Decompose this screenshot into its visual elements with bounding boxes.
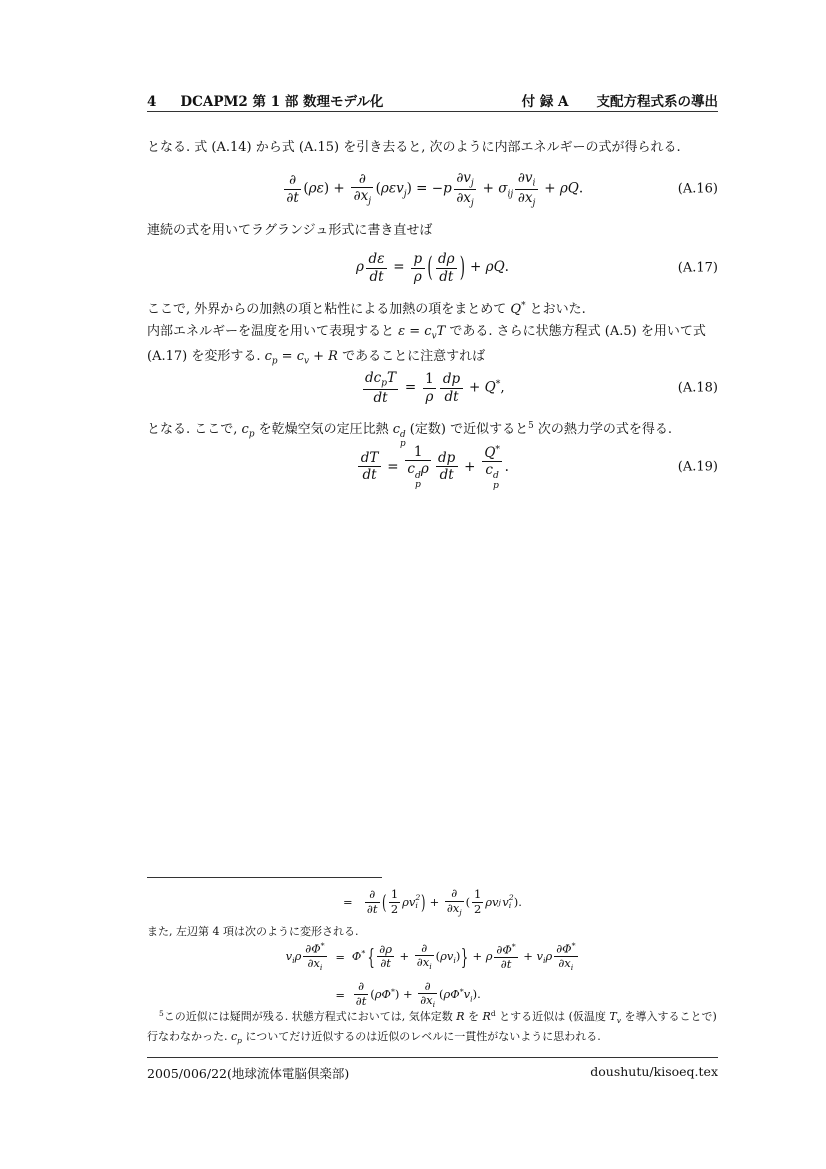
math-token: dT (360, 450, 379, 467)
fraction-denominator (377, 956, 394, 971)
math-token: を導入することで) 行なわなかった. (147, 1010, 721, 1044)
math-token: . (578, 180, 584, 197)
superscript: 2 (508, 892, 514, 902)
math-token: ( (465, 895, 471, 909)
math-token: i (453, 955, 456, 965)
fraction-denominator (303, 956, 326, 973)
fraction-numerator (354, 980, 369, 994)
math-token: ) = − (406, 180, 444, 197)
math-token: ( (427, 252, 433, 284)
math-token: i (432, 1000, 436, 1010)
math-token: + (519, 948, 537, 963)
math-token: dt (439, 467, 454, 484)
math-token (377, 943, 394, 972)
page-number: 4 (147, 94, 157, 110)
fraction-numerator (482, 444, 503, 461)
math-token (454, 170, 476, 208)
math-token: ∂ (421, 940, 428, 955)
math-token: + (426, 895, 443, 909)
math-token: R (456, 1010, 465, 1024)
math-token (284, 172, 301, 205)
math-token: c (407, 461, 415, 478)
math-token (494, 942, 517, 972)
math-token: ∂t (380, 956, 391, 971)
math-token: ρεv (380, 180, 404, 197)
fraction-denominator (366, 268, 387, 285)
math-token: * (495, 443, 500, 455)
math-token: ∂Φ (556, 941, 572, 956)
math-token: Φ (351, 948, 362, 963)
fraction-denominator (440, 388, 462, 405)
math-token: (A.17) を変形する. (147, 349, 265, 364)
math-token: 5 (528, 421, 534, 431)
math-token: ∂t (500, 956, 512, 971)
math-token: T (436, 324, 446, 339)
math-token: dt (439, 268, 454, 285)
math-token: ) (455, 948, 461, 963)
math-token: ∂ (451, 885, 458, 900)
math-token: * (571, 941, 576, 950)
math-token: ρ (413, 268, 422, 285)
header-left-title: DCAPM2 第 1 部 数理モデル化 (180, 94, 384, 110)
equation-a17-body (356, 251, 509, 284)
header-right (522, 90, 718, 110)
footnote-aligned-equations (147, 941, 718, 1010)
fraction-denominator (445, 901, 464, 918)
math-token: 2 (390, 901, 399, 916)
fraction-denominator (284, 189, 301, 206)
math-token: j (498, 897, 501, 907)
page-footer (147, 1064, 718, 1082)
math-token: j (470, 197, 474, 209)
math-token: ∂x (446, 900, 460, 915)
equation-a16-body (282, 170, 583, 208)
header-right-title: 支配方程式系の導出 (596, 94, 718, 110)
math-token: ∂ (424, 978, 431, 993)
math-token: i (470, 993, 473, 1003)
math-token (303, 941, 326, 973)
fraction-numerator (418, 980, 437, 994)
math-token: i (292, 955, 295, 965)
fn-align-rel-2: = (335, 987, 345, 1002)
math-token: ρQ (485, 259, 505, 276)
math-token: c (241, 421, 249, 437)
math-token: * (390, 986, 395, 996)
math-token: を (464, 1010, 483, 1024)
fraction-numerator (494, 942, 517, 957)
fraction-denominator (415, 955, 434, 972)
fraction-denominator (365, 902, 380, 917)
footer-rule (147, 1057, 718, 1058)
fraction-denominator (436, 268, 457, 285)
math-token: * (511, 941, 516, 951)
math-token: = (389, 259, 409, 276)
math-token: ρ (485, 948, 493, 963)
equation-a17 (147, 243, 718, 293)
math-token: * (495, 378, 501, 390)
header-left (147, 90, 383, 110)
fraction-numerator (436, 450, 458, 466)
superscript: d (414, 469, 421, 481)
math-token: = (382, 458, 403, 475)
math-token: c (264, 349, 272, 364)
math-token (363, 370, 399, 406)
math-token: Q (484, 379, 496, 396)
fraction-denominator (351, 187, 373, 207)
math-token: この近似には疑問が残る. 状態方程式においては, 気体定数 (163, 1010, 457, 1024)
math-token: p (413, 251, 423, 268)
math-token: d (490, 1009, 496, 1018)
math-token: ∂ (369, 886, 376, 901)
appendix-label: 付 録 A (521, 94, 569, 110)
superscript: d (492, 470, 499, 482)
paragraph-4 (147, 322, 718, 347)
math-token: ∂x (420, 993, 433, 1008)
math-token: ∂t (366, 901, 378, 916)
math-token: ∂Φ (496, 942, 512, 957)
subscript: i (415, 901, 418, 910)
fraction-denominator (515, 189, 537, 209)
math-token (415, 942, 434, 972)
math-token: ∂t (286, 189, 299, 206)
math-token: , (500, 379, 505, 396)
math-token: + (309, 349, 329, 364)
math-token: ε (398, 324, 406, 339)
math-token: ρ (420, 461, 429, 478)
math-token (436, 251, 457, 284)
math-token (423, 371, 436, 404)
fraction-numerator (358, 450, 381, 466)
fraction-numerator (445, 887, 464, 901)
subscript: p (492, 479, 499, 491)
math-token: j (532, 197, 536, 209)
math-token: とする近似は (仮温度 (495, 1010, 610, 1024)
math-token: ) + (394, 986, 417, 1001)
fraction-numerator (454, 170, 476, 189)
fraction-denominator (554, 956, 577, 973)
math-token: Q (484, 444, 496, 461)
math-token: 1 (425, 371, 434, 388)
math-token: + (468, 948, 486, 963)
fraction-numerator (423, 371, 436, 387)
fraction-numerator (389, 888, 400, 902)
math-token: + (464, 379, 485, 396)
math-token: dt (362, 467, 377, 484)
subscript: p (400, 439, 406, 450)
math-token: ρ (294, 948, 302, 963)
math-token: ( (370, 986, 375, 1001)
math-token: v (304, 356, 309, 367)
equation-a18 (147, 365, 718, 411)
paragraph-3 (147, 297, 718, 319)
math-token: = (277, 349, 297, 364)
math-token: ρv (440, 948, 454, 963)
math-token: 1 (390, 886, 399, 901)
fraction-denominator (411, 268, 425, 285)
math-token: ∂x (517, 189, 533, 206)
math-token: dt (444, 388, 459, 405)
math-token: ) + (323, 180, 350, 197)
math-token: ( (303, 180, 309, 197)
math-token: * (320, 941, 325, 950)
math-token: ij (507, 188, 514, 200)
equation-number-a16: (A.16) (677, 181, 718, 197)
fraction-denominator (482, 461, 503, 490)
fraction-denominator (358, 466, 381, 483)
fraction-numerator (303, 941, 326, 956)
math-token: 5 (159, 1009, 164, 1018)
equation-a16 (147, 165, 718, 213)
fraction-denominator (454, 189, 476, 209)
math-token: i (543, 955, 546, 965)
math-token: v (431, 331, 437, 342)
math-token: ρΦ (443, 986, 460, 1001)
fraction-denominator (363, 389, 399, 406)
math-token: (定数) で近似すると (405, 421, 529, 437)
math-token: 2 (474, 901, 482, 916)
math-token: p (271, 356, 278, 367)
math-token: p (237, 1036, 242, 1046)
paragraph-2 (147, 221, 718, 240)
math-token: * (521, 301, 526, 311)
fraction-numerator (411, 251, 425, 267)
math-token: ). (513, 895, 522, 909)
math-token: dp (437, 450, 456, 467)
math-token: σ (498, 180, 508, 197)
subscript: i (508, 901, 512, 910)
math-token: p (443, 180, 452, 197)
fraction-numerator (436, 251, 457, 267)
fraction-numerator (515, 170, 537, 189)
math-token: ここで, 外界からの加熱の項と粘性による加熱の項をまとめて (147, 301, 511, 317)
math-token: j (403, 188, 407, 200)
math-token: ∂ρ (379, 941, 393, 956)
math-token: ∂t (355, 994, 367, 1009)
math-token: であることに注意すれば (337, 349, 486, 364)
fraction-denominator (405, 460, 431, 489)
fraction-denominator (494, 957, 517, 972)
math-token: + (459, 458, 480, 475)
equation-a19-body (356, 444, 509, 491)
math-token: ∂x (456, 189, 471, 206)
math-token: とおいた. (525, 301, 586, 317)
math-token: * (459, 986, 464, 996)
math-token (436, 450, 458, 483)
math-token (493, 471, 499, 490)
footnote-5 (147, 1006, 721, 1049)
math-token: ∂x (558, 956, 571, 971)
fraction-numerator (284, 172, 301, 188)
math-token: T (387, 370, 397, 387)
math-token: v (463, 986, 471, 1001)
fn-align-lhs (286, 941, 329, 973)
math-token: ) (459, 252, 466, 284)
math-token (472, 888, 483, 917)
math-token: ∂v (517, 169, 533, 186)
math-token: j (459, 907, 462, 917)
math-token: = (405, 324, 425, 339)
fraction-denominator (423, 388, 436, 405)
fraction-denominator (389, 902, 400, 917)
math-token: + (478, 180, 499, 197)
fraction-numerator (405, 444, 431, 460)
math-token: v (536, 948, 544, 963)
footnote-rule (147, 877, 382, 878)
math-token: v (285, 948, 293, 963)
fraction-numerator (472, 888, 483, 902)
math-token: また, 左辺第 4 項は次のように変形される. (147, 925, 359, 938)
math-token: v (616, 1016, 621, 1026)
math-token: j (470, 177, 474, 189)
equation-number-a17: (A.17) (677, 260, 718, 276)
math-token: ρQ (559, 180, 579, 197)
math-token (366, 251, 387, 284)
math-token: ( (439, 986, 444, 1001)
math-token: 次の熱力学の式を得る. (533, 421, 672, 437)
fn-align-rel-1: = (335, 949, 345, 964)
math-token: i (429, 962, 432, 972)
math-token: c (424, 324, 432, 339)
math-token: ρv (485, 895, 499, 909)
math-token: ρ (545, 948, 553, 963)
math-token: . (504, 259, 509, 276)
math-token (445, 887, 464, 917)
math-token: ∂Φ (305, 941, 321, 956)
math-token: ( (381, 890, 387, 914)
header-rule (147, 111, 718, 112)
paragraph-1 (147, 138, 718, 157)
math-token: ) (420, 890, 426, 914)
subscript: p (414, 479, 421, 491)
math-token: ∂ (358, 979, 365, 994)
fraction-numerator (366, 251, 387, 267)
math-token: i (319, 963, 323, 973)
fraction-numerator (554, 941, 577, 956)
math-token: T (609, 1010, 617, 1024)
math-token: { (367, 943, 375, 971)
math-token: dc (364, 370, 382, 387)
math-token: となる. 式 (A.14) から式 (A.15) を引き去ると, 次のように内部エネルギーの式が得られる. (147, 140, 681, 155)
math-token: + (539, 180, 560, 197)
footnote-text (147, 924, 718, 940)
math-token: ρ (425, 388, 434, 405)
math-token: 連続の式を用いてラグランジュ形式に書き直せば (147, 223, 433, 238)
math-token (440, 371, 462, 404)
math-token: 内部エネルギーを温度を用いて表現すると (147, 324, 399, 339)
math-token: ∂x (353, 188, 369, 205)
math-token: ρε (308, 180, 324, 197)
math-token: ρΦ (374, 986, 391, 1001)
math-token: ∂ (358, 171, 366, 188)
math-token (482, 444, 503, 491)
fraction-numerator (377, 943, 394, 957)
fraction-numerator (365, 888, 380, 902)
math-token: である. さらに状態方程式 (A.5) を用いて式 (445, 324, 706, 339)
fraction-denominator (472, 902, 483, 917)
math-token: dt (373, 389, 388, 406)
math-token: + (395, 948, 413, 963)
math-token: * (361, 948, 366, 958)
math-token (515, 170, 537, 208)
footnote-continued-equation (147, 882, 718, 922)
math-token: + (465, 259, 486, 276)
math-token: i (532, 177, 536, 189)
math-token: j (368, 195, 372, 207)
math-token: ( (375, 180, 381, 197)
math-token: = (343, 895, 353, 909)
math-token: ∂x (416, 955, 430, 970)
math-token: ρv (402, 895, 416, 909)
equation-number-a18: (A.18) (677, 380, 718, 396)
fraction-numerator (415, 942, 434, 956)
math-token (358, 450, 381, 483)
math-token (405, 444, 431, 490)
math-token: ∂ (289, 172, 297, 189)
math-token: dt (369, 268, 384, 285)
math-token: dp (442, 371, 461, 388)
page-header (147, 90, 718, 110)
fraction-denominator (436, 466, 458, 483)
math-token: を乾燥空気の定圧比熱 (254, 421, 393, 437)
footer-left: 2005/006/22(地球流体電脳倶楽部) (147, 1066, 350, 1081)
fraction-numerator (440, 371, 462, 387)
math-token: dρ (437, 251, 455, 268)
math-token: Q (510, 301, 522, 317)
math-token: 1 (413, 444, 423, 461)
math-token: R (328, 349, 338, 364)
math-token: v (502, 895, 509, 909)
math-token: についてだけ近似するのは近似のレベルに一貫性がないように思われる. (241, 1030, 601, 1044)
math-token (554, 941, 577, 973)
math-token: = (400, 379, 421, 396)
math-token: } (460, 943, 469, 971)
math-token (411, 251, 425, 284)
math-token: となる. ここで, (147, 421, 242, 437)
superscript: 2 (415, 892, 421, 902)
math-token: dε (368, 251, 385, 268)
math-token: i (570, 963, 574, 973)
math-token (365, 888, 380, 917)
math-token: c (485, 461, 493, 478)
math-token: 1 (474, 886, 482, 901)
fraction-numerator (351, 171, 373, 187)
math-token: p (381, 377, 388, 389)
math-token: ρ (356, 259, 364, 276)
footer-right: doushutu/kisoeq.tex (590, 1064, 718, 1079)
math-token: R (482, 1010, 491, 1024)
equation-a18-body (360, 370, 504, 406)
math-token: ∂v (456, 169, 471, 186)
equation-a19 (147, 440, 718, 494)
superscript: d (400, 429, 406, 440)
math-token: ). (472, 986, 481, 1001)
equation-number-a19: (A.19) (677, 459, 718, 475)
math-token (354, 980, 369, 1009)
math-token (351, 171, 373, 207)
fn-align-rhs-1 (352, 941, 579, 973)
math-token: ( (435, 948, 441, 963)
math-token: ∂x (307, 956, 320, 971)
math-token: c (231, 1030, 238, 1044)
fraction-numerator (363, 370, 399, 389)
math-token (415, 894, 420, 910)
math-token: p (248, 429, 255, 440)
math-token (389, 888, 400, 917)
math-token: . (504, 458, 509, 475)
math-token: c (392, 421, 401, 437)
math-token: c (296, 349, 304, 364)
